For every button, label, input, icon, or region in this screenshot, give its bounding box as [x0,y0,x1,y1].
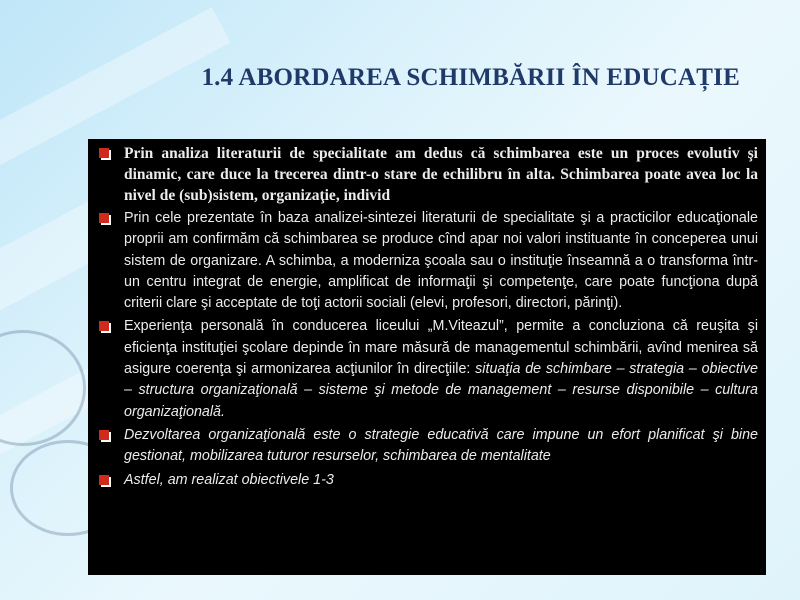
bullet-item [96,425,758,468]
bullet-square-icon [99,213,109,223]
content-box [88,139,766,575]
slide-title: 1.4 ABORDAREA SCHIMBĂRII ÎN EDUCAȚIE [201,64,740,91]
bullet-square-icon [99,321,109,331]
bullet-text: Prin cele prezentate în baza analizei-sintezei literaturii de specialitate şi a practicilor educaţionale proprii am confirmăm că schimbarea se produce cînd apar noi valori instituante în conceperea unui sistem de organizare. A schimba, a moderniza şcoala sau o instituţie înseamnă a o transforma într-un centru integrat de energie, amplificat de informaţii şi competenţe, care poate funcţiona după criterii clare şi acceptate de toţi actorii sociali (elevi, profesori, directori, părinţi). [124,210,758,312]
bullet-text: Experienţa personală în conducerea liceului „M.Viteazul”, permite a concluziona că reuşita şi eficienţa instituţiei şcolare depinde în mare măsură de managementul schimbării, avînd menirea să asigure coerenţa şi armonizarea acţiunilor în direcţiile: [124,318,758,378]
bullet-item [96,470,758,491]
bullet-text-italic: situaţia de schimbare – strategia – obiective – structura organizaţională – sisteme şi metode de management – resurse disponibile – cultura organizaţională. [124,361,758,420]
bullet-list [88,139,766,491]
bullet-square-icon [99,475,109,485]
bullet-text: Prin analiza literaturii de specialitate am dedus că schimbarea este un proces evolutiv şi dinamic, care duce la trecerea dintr-o stare de echilibru în alta. Schimbarea poate avea loc la nivel de (sub)sistem, organizaţie, individ [124,145,758,204]
bullet-text: Astfel, am realizat obiectivele 1-3 [124,471,334,488]
bullet-item [96,143,758,206]
glasses-lens-decoration [0,330,86,446]
bullet-text: Dezvoltarea organizaţională este o strategie educativă care impune un efort planificat şi bine gestionat, mobilizarea tuturor resurselor, schimbarea de mentalitate [124,426,758,465]
bullet-square-icon [99,148,109,158]
bullet-item [96,208,758,314]
bullet-square-icon [99,430,109,440]
bullet-item [96,316,758,422]
